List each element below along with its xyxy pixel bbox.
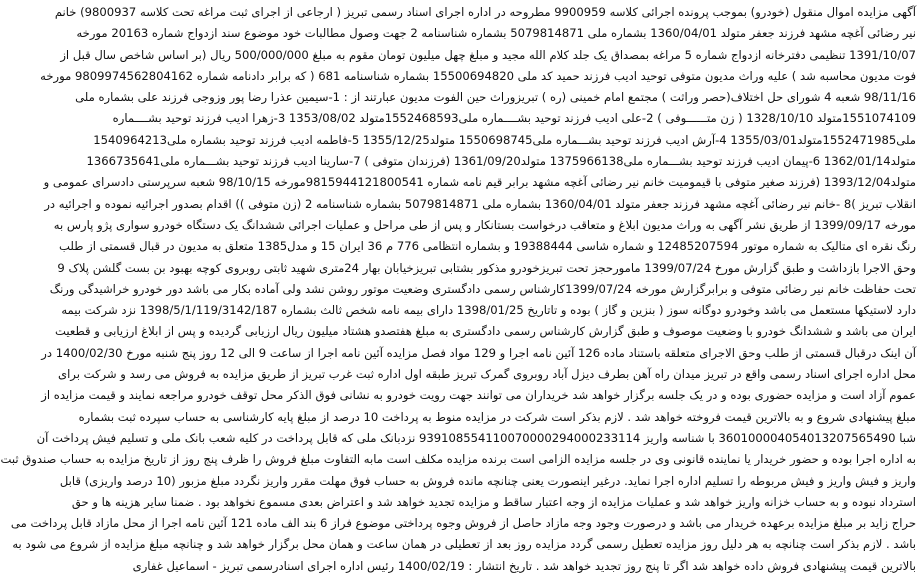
notice-line: تحت حفاظت خانم نیر رضائی متوفی و برابرگزارش مورخه 1399/07/24کارشناس رسمی دادگستری وضعیت موتور روشن نشد ولی آماده بکار می باشد دور خودرو خراشیدگی ورنگ: [49, 281, 916, 296]
notice-line: آن اینک درقبال قسمتی از طلب وحق الاجرای متعلقه باستناد ماده 126 آئین نامه اجرا و 129 مواد فصل مزایده آئین نامه اجرا از ساعت 9 الی 12 روز پنج شنبه مورخ 1400/02/30 در: [41, 345, 916, 360]
notice-line: انقلاب تبریز )8 -خانم نیر رضائی آغچه مشهد فرزند جعفر متولد 1360/04/01 بشماره ملی 5079814871 بشماره شناسنامه 2 (زن متوفی )) اقدام بصدور اجرائیه نموده و اجرائیه در: [44, 196, 916, 211]
notice-line: باشد . لازم بذکر است چنانچه به هر دلیل روز مزایده تعطیل رسمی گردد مزایده روز بعد از تعطیلی در همان ساعت و همان محل برگزار خواهد شد و چنانچه مبلغ مزایده از شروع می شود به: [12, 537, 916, 552]
notice-line: مورخه 1399/09/17 از طریق نشر آگهی به وراث مدیون ابلاغ و متعاقب درخواست بستانکار و پس از طی مراحل و عملیات اجرائی ششدانگ یک دستگاه خودرو سواری پژو پارس به: [53, 217, 916, 232]
notice-line: متولد1393/12/04 (فرزند صغیر متوفی با قیمومیت خانم نیر رضائی آغچه مشهد برابر قیم نامه شماره 9815944121800541مورخه 98/10/15 شعبه سرپرستی دادسرای عمومی و: [43, 175, 916, 190]
notice-line: آگهی مزایده اموال منقول (خودرو) بموجب پرونده اجرائی کلاسه 9900959 مطروحه در اداره اجرای اسناد رسمی تبریز ( ارجاعی از اجرای ثبت مراغه تحت کلاسه 9800937) خانم: [54, 5, 916, 19]
notice-line: مبلغ پیشنهادی شروع و به بالاترین قیمت فروخته خواهد شد . لازم بذکر است شرکت در مزایده منوط به پرداخت 10 درصد از مبلغ پایه کارشناسی به حساب سپرده ثبت بشماره: [78, 409, 916, 424]
notice-line: حراج زاید بر مبلغ مزایده برعهده خریدار می باشد و درصورت وجود وجه مازاد حاصل از فروش وجوه پرداختی موضوع فراز 6 بند الف ماده 121 آئین نامه اجرا از محل مازاد قابل پرداخت می: [10, 516, 916, 531]
notice-line: وحق الاجرا بازداشت و طبق گزارش مورخ 1399/07/24 مامورحجز تحت تبریزخودرو مذکور بشتابی تبریزخیابان بهار 24متری شهید ثابتی روبروی کوچه بهبود بن بست گلشن پلاک 9: [57, 260, 916, 275]
notice-line: فوت مدیون محاسبه شد ) علیه وراث مدیون متوفی توحید ادیب فرزند حمید کد ملی 15500694820 بشماره شناسنامه 681 ( که برابر دادنامه شماره 9809974562804162 مورخه: [40, 68, 916, 83]
notice-line: عموم آزاد است و مزایده حضوری بوده و در یک جلسه برگزار خواهد شد خریداران می توانند جهت رویت خودرو به نشانی فوق الذکر محل توقف خودرو مراجعه نمایند و قیمت مزایده از: [41, 388, 916, 403]
notice-line: متولد1362/01/14 6-پیمان ادیب فرزند توحید بشـــماره ملی1375966138 متولد1361/09/20 (فرزندان متوفی ) 7-سارینا ادیب فرزند توحید بشـــماره ملی1366735641: [86, 154, 916, 169]
notice-line: محل اداره اجرای اسناد رسمی واقع در تبریز میدان راه آهن بطرف ديزل آباد روبروی گمرک تبریز طبقه اول اداره ثبت غرب تبریز از طریق مزایده به فروش می رسد و شرکت برای: [58, 367, 916, 382]
notice-line: 1391/10/07 تنظیمی دفترخانه ازدواج شماره 5 مراغه بمصداق یک جلد کلام الله مجید و مبلغ چهل میلیون تومان مقوم به مبلغ 500/000/000 ریال (بر اساس شاخص سال قبل از: [60, 47, 916, 62]
notice-line: بالاترین قیمت پیشنهادی فروش داده خواهد شد اگر تا پنج روز تجدید خواهد شد . تاریخ انتشار : 1400/02/19 رئیس اداره اجرای اسنادرسمی تبریز - اسماعیل غفاری: [132, 558, 916, 573]
notice-line: دارد لاستیکها مستعمل می باشد وخودرو دوگانه سوز ( بنزین و گاز ) بوده و تاتاریخ 1398/01/25 دارای بیمه نامه شخص ثالث بشماره 1398/5/1/119/3142/187 نزد شرکت بیمه: [61, 303, 916, 318]
notice-line: ملی1552471985متولد1355/03/01 4-آرش ادیب فرزند توحید بشـــماره ملی1550698745 متولد1355/12/25 5-فاطمه ادیب فرزند توحید بشماره ملی1540964213: [93, 132, 916, 147]
notice-line: 1551074109متولد 1328/10/10 ( زن متــــــوفی ) 2-علی ادیب فرزند توحید بشــــماره ملی1552468593متولد 1353/08/02 3-زهرا ادیب فرزند توحید بشــــماره: [112, 111, 916, 126]
notice-line: رنگ نقره ای متالیک به شماره موتور 12485207594 و شماره شاسی 19388444 و بشماره انتظامی 776 م 36 ایران 15 و مدل1385 متعلق به مدیون در قبال قسمتی از طلب: [59, 239, 916, 254]
notice-line: به اداره اجرا بوده و حضور خریدار یا نماینده قانونی وی در جلسه مزایده الزامی است برنده مزایده مکلف است مابه التفاوت مبلغ فروش را ظرف پنج روز از تاریخ مزایده به حساب صندوق ثبت: [0, 452, 916, 467]
notice-line: 98/11/16 شعبه 4 شورای حل اختلاف(حصر وراثت ) مجتمع امام خمینی (ره ) تبریزوراث حین الفوت مدیون عبارتند از : 1-سیمین عذرا رضا پور وزوجی فرزند علی بشماره ملی: [75, 90, 916, 105]
notice-line: شبا 360100004054013207565490 با شناسه واریز 939108554110070000294000233114 نزدبانک ملی که قابل پرداخت در کلیه شعب بانک ملی و تسلیم فیش پرداخت آن: [36, 430, 916, 445]
notice-line: استرداد نبوده و به حساب خزانه واریز خواهد شد و عملیات مزایده از وجه اعتبار ساقط و مزایده تجدید خواهد شد و اعتراض بعدی مسموع نخواهد بود . ضمنا سایر هزینه ها و حق: [71, 494, 916, 509]
notice-line: ایران می باشد و ششدانگ خودرو با وضعیت موصوف و طبق گزارش کارشناس رسمی دادگستری به مبلغ هفتصدو هشتاد میلیون ریال ارزیابی گردیده و پس از ابلاغ ارزیابی و قطعیت: [55, 324, 916, 339]
notice-line: واریز و فیش واریز و فیش مربوطه را تسلیم اداره اجرا نماید. درغیر اینصورت یعنی چنانچه مانده فروش به حساب فوق مهلت مقرر واریز نگردد مبلغ مزبور (10 درصد واریزی) قابل: [59, 473, 916, 488]
notice-line: نیر رضائی آغچه مشهد فرزند جعفر متولد 1360/04/01 بشماره ملی 5079814871 بشماره شناسنامه 2 جهت وصول مطالبات خود موضوع سند ازدواج شماره 20163 مورخه: [76, 26, 916, 41]
